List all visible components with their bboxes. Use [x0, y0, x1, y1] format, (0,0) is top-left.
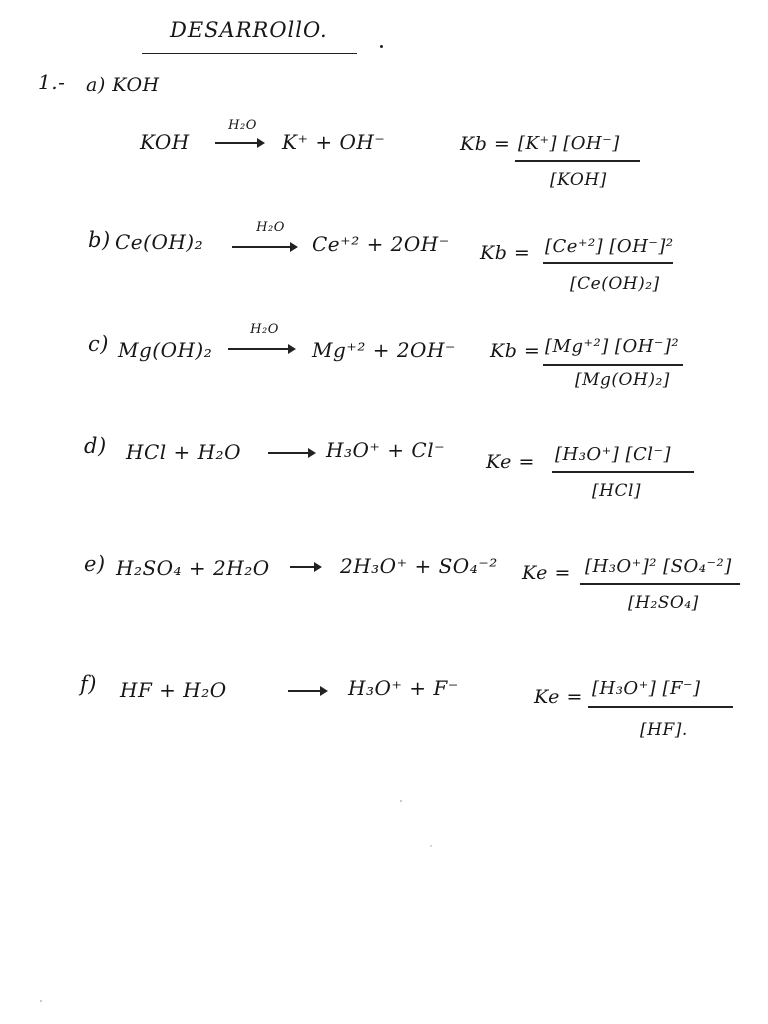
scan-speck — [40, 1000, 42, 1002]
fraction-bar — [543, 364, 683, 366]
ink-dot — [380, 45, 383, 48]
equilibrium-constant-label: Kb = — [460, 133, 511, 155]
scan-speck — [400, 800, 402, 802]
reaction-products: H₃O⁺ + Cl⁻ — [326, 438, 446, 462]
reaction-condition: H₂O — [256, 220, 285, 235]
reaction-products: Mg⁺² + 2OH⁻ — [312, 338, 456, 362]
reaction-letter: c) — [88, 332, 109, 356]
reaction-letter: b) — [88, 228, 111, 252]
constant-denominator: [KOH] — [550, 170, 607, 190]
reaction-reactants: HF + H₂O — [120, 678, 227, 702]
reaction-reactants: HCl + H₂O — [126, 440, 241, 464]
constant-numerator: [K⁺] [OH⁻] — [518, 133, 620, 154]
constant-numerator: [Ce⁺²] [OH⁻]² — [545, 236, 674, 257]
reaction-arrow — [232, 246, 296, 248]
problem-number: 1.- — [38, 70, 66, 94]
fraction-bar — [543, 262, 673, 264]
constant-numerator: [H₃O⁺]² [SO₄⁻²] — [585, 556, 732, 577]
subheading: a) KOH — [86, 74, 160, 96]
reaction-arrow — [215, 142, 263, 144]
reaction-reactants: Mg(OH)₂ — [118, 338, 213, 362]
constant-denominator: [HF]. — [640, 720, 688, 740]
constant-numerator: [Mg⁺²] [OH⁻]² — [545, 336, 680, 357]
constant-denominator: [H₂SO₄] — [628, 593, 699, 613]
reaction-reactants: Ce(OH)₂ — [115, 230, 204, 254]
fraction-bar — [515, 160, 640, 162]
reaction-products: K⁺ + OH⁻ — [282, 130, 386, 154]
equilibrium-constant-label: Ke = — [534, 686, 583, 708]
reaction-reactants: H₂SO₄ + 2H₂O — [116, 556, 270, 580]
reaction-reactants: KOH — [140, 130, 190, 154]
reaction-letter: d) — [84, 434, 107, 458]
title-underline — [142, 53, 357, 54]
reaction-products: 2H₃O⁺ + SO₄⁻² — [340, 554, 498, 578]
reaction-arrow — [290, 566, 320, 568]
constant-denominator: [HCl] — [592, 481, 642, 501]
reaction-letter: f) — [80, 672, 97, 696]
constant-numerator: [H₃O⁺] [F⁻] — [592, 678, 701, 699]
equilibrium-constant-label: Kb = — [490, 340, 541, 362]
reaction-condition: H₂O — [250, 322, 279, 337]
reaction-arrow — [228, 348, 294, 350]
page-title: DESARROllO. — [170, 18, 328, 42]
fraction-bar — [552, 471, 694, 473]
fraction-bar — [588, 706, 733, 708]
reaction-products: H₃O⁺ + F⁻ — [348, 676, 459, 700]
fraction-bar — [580, 583, 740, 585]
scan-speck — [430, 845, 432, 847]
reaction-arrow — [268, 452, 314, 454]
constant-numerator: [H₃O⁺] [Cl⁻] — [555, 444, 672, 465]
constant-denominator: [Mg(OH)₂] — [575, 370, 670, 390]
reaction-products: Ce⁺² + 2OH⁻ — [312, 232, 450, 256]
equilibrium-constant-label: Ke = — [522, 562, 571, 584]
reaction-condition: H₂O — [228, 118, 257, 133]
constant-denominator: [Ce(OH)₂] — [570, 274, 660, 294]
reaction-arrow — [288, 690, 326, 692]
equilibrium-constant-label: Ke = — [486, 451, 535, 473]
equilibrium-constant-label: Kb = — [480, 242, 531, 264]
reaction-letter: e) — [84, 552, 106, 576]
